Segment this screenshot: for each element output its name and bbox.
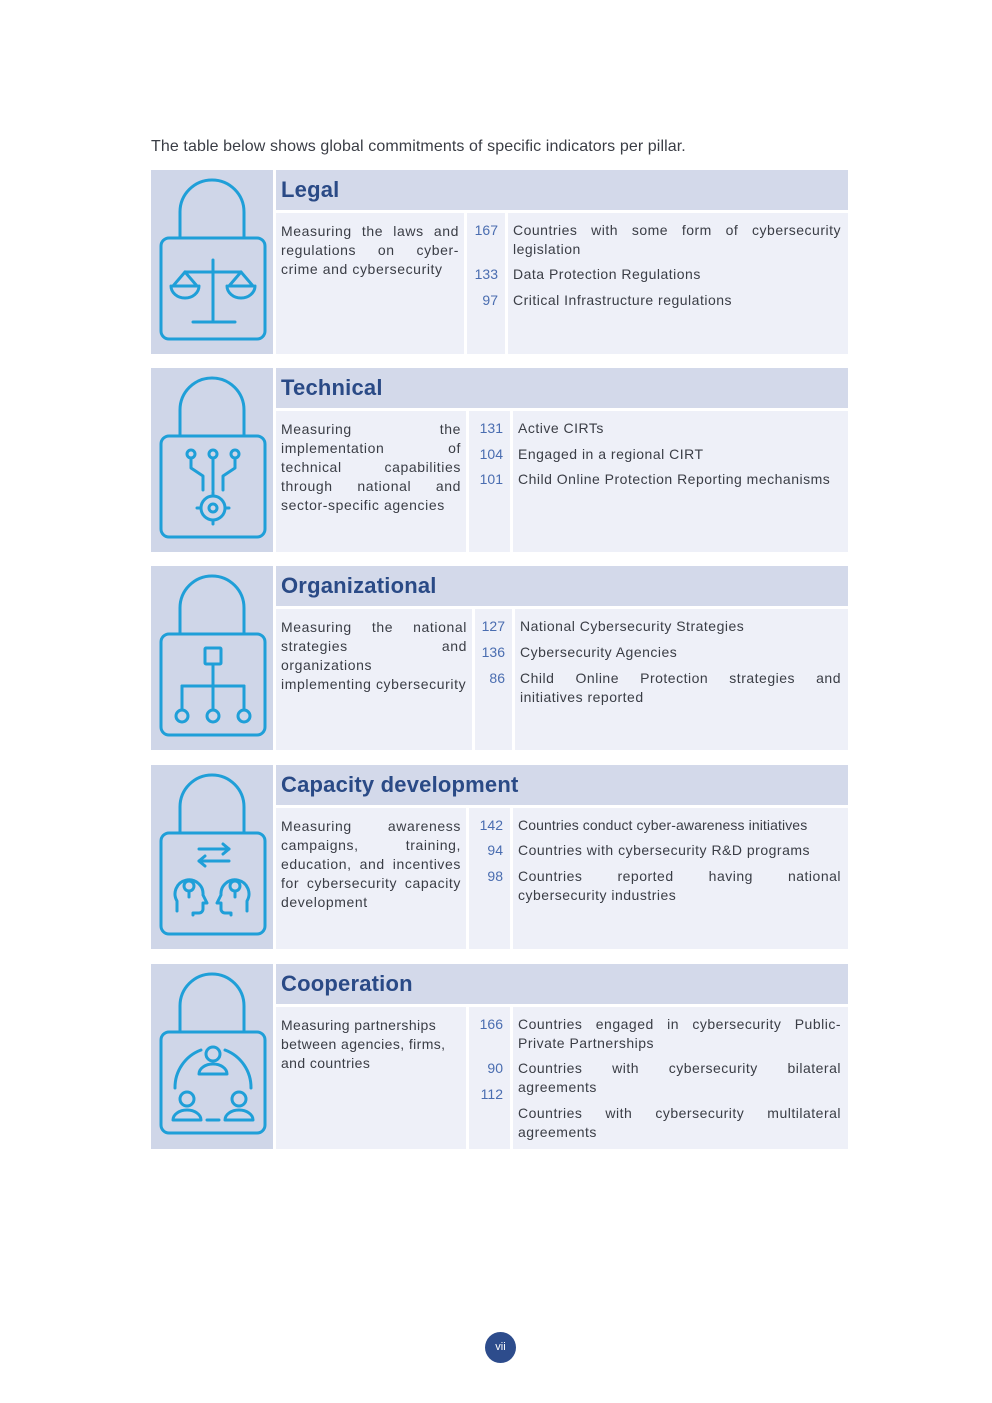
pillar-technical <box>151 368 848 552</box>
pillar-indicators <box>508 213 848 354</box>
pillar-cooperation <box>151 964 848 1149</box>
indicator-count: 101 <box>479 471 503 487</box>
pillar-legal <box>151 170 848 354</box>
pillar-indicators <box>513 1007 848 1149</box>
indicator-label: Active CIRTs <box>518 420 604 436</box>
indicator-count: 166 <box>479 1016 503 1032</box>
pillar-numbers <box>475 609 512 750</box>
pillar-icon-box <box>151 170 273 354</box>
pillar-header <box>276 566 848 606</box>
pillar-description: Measuring partnerships between agencies, firms, and countries <box>276 1007 466 1149</box>
pillar-title: Legal <box>281 177 340 202</box>
people-network-lock-icon <box>151 964 273 1149</box>
indicator-label: Countries with cybersecurity bilateral agreements <box>518 1060 841 1095</box>
indicator-count: 94 <box>487 842 503 858</box>
pillar-header <box>276 170 848 210</box>
pillar-numbers <box>469 808 510 949</box>
pillar-numbers <box>467 213 505 354</box>
indicator-count: 90 <box>487 1060 503 1076</box>
indicator-label: Child Online Protection strategies and initiatives reported <box>520 670 841 705</box>
indicator-count: 142 <box>479 817 503 833</box>
indicator-count: 136 <box>481 644 505 660</box>
pillar-icon-box <box>151 964 273 1149</box>
pillar-indicators <box>515 609 848 750</box>
pillar-organizational <box>151 566 848 750</box>
indicator-count: 131 <box>479 420 503 436</box>
pillar-numbers <box>469 411 510 552</box>
intro-text: The table below shows global commitments of specific indicators per pillar. <box>151 138 686 155</box>
indicator-count: 97 <box>482 292 498 308</box>
pillar-indicators <box>513 808 848 949</box>
indicator-label: Countries engaged in cybersecurity Public-Private Partnerships <box>518 1016 841 1051</box>
indicator-label: Cybersecurity Agencies <box>520 644 678 660</box>
indicator-label: Critical Infrastructure regulations <box>513 292 733 308</box>
indicator-count: 167 <box>474 222 498 238</box>
circuit-gear-lock-icon <box>151 368 273 552</box>
indicator-count: 86 <box>489 670 505 686</box>
indicator-label: Countries with some form of cybersecurity legislation <box>513 222 841 257</box>
pillar-header <box>276 964 848 1004</box>
indicator-label: Countries reported having national cybersecurity industries <box>518 868 841 903</box>
indicator-count: 104 <box>479 446 503 462</box>
indicator-count: 127 <box>481 618 505 634</box>
knowledge-exchange-lock-icon <box>151 765 273 949</box>
pillar-icon-box <box>151 368 273 552</box>
indicator-label: Countries conduct cyber-awareness initiatives <box>518 817 808 833</box>
indicator-count: 98 <box>487 868 503 884</box>
indicator-count: 112 <box>480 1086 503 1102</box>
indicator-label: Engaged in a regional CIRT <box>518 446 704 462</box>
pillar-icon-box <box>151 566 273 750</box>
pillar-title: Capacity development <box>281 772 519 797</box>
pillar-header <box>276 765 848 805</box>
pillar-description: Measuring the laws and regulations on cyber-crime and cybersecurity <box>276 213 464 354</box>
pillar-capacity-development <box>151 765 848 949</box>
pillar-title: Organizational <box>281 573 437 598</box>
indicator-label: Countries with cybersecurity multilateral agreements <box>518 1105 841 1140</box>
pillar-description: Measuring the implementation of technical capabilities through national and sector-specific agencies <box>276 411 466 552</box>
pillar-indicators <box>513 411 848 552</box>
pillar-description: Measuring the national strategies and organizations implementing cybersecurity <box>276 609 472 750</box>
page-number-badge: vii <box>485 1332 516 1363</box>
pillar-icon-box <box>151 765 273 949</box>
pillar-title: Cooperation <box>281 971 413 996</box>
pillar-description: Measuring awareness campaigns, training, education, and incentives for cybersecurity capacity development <box>276 808 466 949</box>
indicator-label: Child Online Protection Reporting mechanisms <box>518 471 831 487</box>
org-chart-lock-icon <box>151 566 273 750</box>
pillar-numbers <box>469 1007 510 1149</box>
pillar-header <box>276 368 848 408</box>
indicator-label: Countries with cybersecurity R&D programs <box>518 842 811 858</box>
indicator-label: Data Protection Regulations <box>513 266 701 282</box>
pillar-title: Technical <box>281 375 383 400</box>
indicator-count: 133 <box>474 266 498 282</box>
scales-lock-icon <box>151 170 273 354</box>
indicator-label: National Cybersecurity Strategies <box>520 618 745 634</box>
